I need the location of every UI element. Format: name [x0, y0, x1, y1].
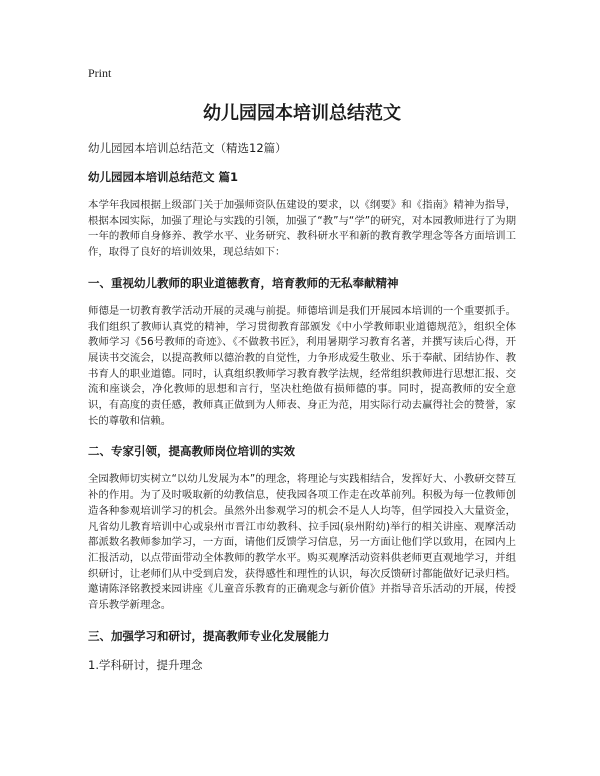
section-body-2: 全园教师切实树立“以幼儿发展为本”的理念，将理论与实践相结合，发挥好大、小教研交替互补的作用。为了及时吸取新的幼教信息，使我园各项工作走在改革前列。积极为每一位教师创造各种参观培训学习的机会。虽然外出参观学习的机会不是人人均等，但学园投入大量资金，凡省幼儿教育培训中心或泉州市晋江市幼教科、拉手园(泉州附幼)举行的相关讲座、观摩活动都派数名教师参加学习，一方面，请他们反馈学习信息，另一方面让他们学以致用，在园内上汇报活动，以点带面带动全体教师的教学水平。购买观摩活动资料供老师更直观地学习，并组织研讨，让老师们从中受到启发，获得感性和理性的认识，每次反馈研讨都能做好记录归档。邀请陈泽铭教授来园讲座《儿童音乐教育的正确观念与新价值》并指导音乐活动的开展，传授音乐教学新理念。 — [88, 473, 516, 612]
section-heading-1: 一、重视幼儿教师的职业道德教育，培育教师的无私奉献精神 — [88, 275, 399, 290]
section-heading-2: 二、专家引领，提高教师岗位培训的实效 — [88, 444, 295, 459]
section-body-1: 师德是一切教育教学活动开展的灵魂与前提。师德培训是我们开展园本培训的一个重要抓手。我们组织了教师认真党的精神，学习贯彻教育部颁发《中小学教师职业道德规范》，组织全体教师学习《56号教师的奇迹》、《不做教书匠》，利用暑期学习教育名著，并撰写读后心得，开展读书交流会，以提高教师以德治教的自觉性，力争形成爱生敬业、乐于奉献、团结协作、教书育人的职业道德。同时，认真组织教师学习教育教学法规，经常组织教师进行思想汇报、交流和座谈会，净化教师的思想和言行，坚决杜绝做有损师德的事。同时，提高教师的安全意识，有高度的责任感，教师真正做到为人师表、身正为范，用实际行动去赢得社会的赞誉，家长的尊敬和信赖。 — [88, 304, 516, 427]
print-link[interactable]: Print — [88, 66, 112, 80]
document-subtitle: 幼儿园园本培训总结范文（精选12篇） — [88, 141, 287, 155]
sub-item-1: 1.学科研讨，提升理念 — [88, 657, 203, 672]
intro-paragraph: 本学年我园根据上级部门关于加强师资队伍建设的要求，以《纲要》和《指南》精神为指导，根据本园实际，加强了理论与实践的引领，加强了“教”与“学”的研究，对本园教师进行了为期一年的教师自身修养、教学水平、业务研究、教科研水平和新的教育教学理念等各方面培训工作，取得了良好的培训效果，现总结如下： — [88, 199, 516, 259]
page-title: 幼儿园园本培训总结范文 — [203, 103, 401, 124]
section-heading-3: 三、加强学习和研讨，提高教师专业化发展能力 — [88, 628, 330, 643]
article-heading: 幼儿园园本培训总结范文 篇1 — [88, 170, 239, 184]
document-page — [88, 66, 516, 673]
